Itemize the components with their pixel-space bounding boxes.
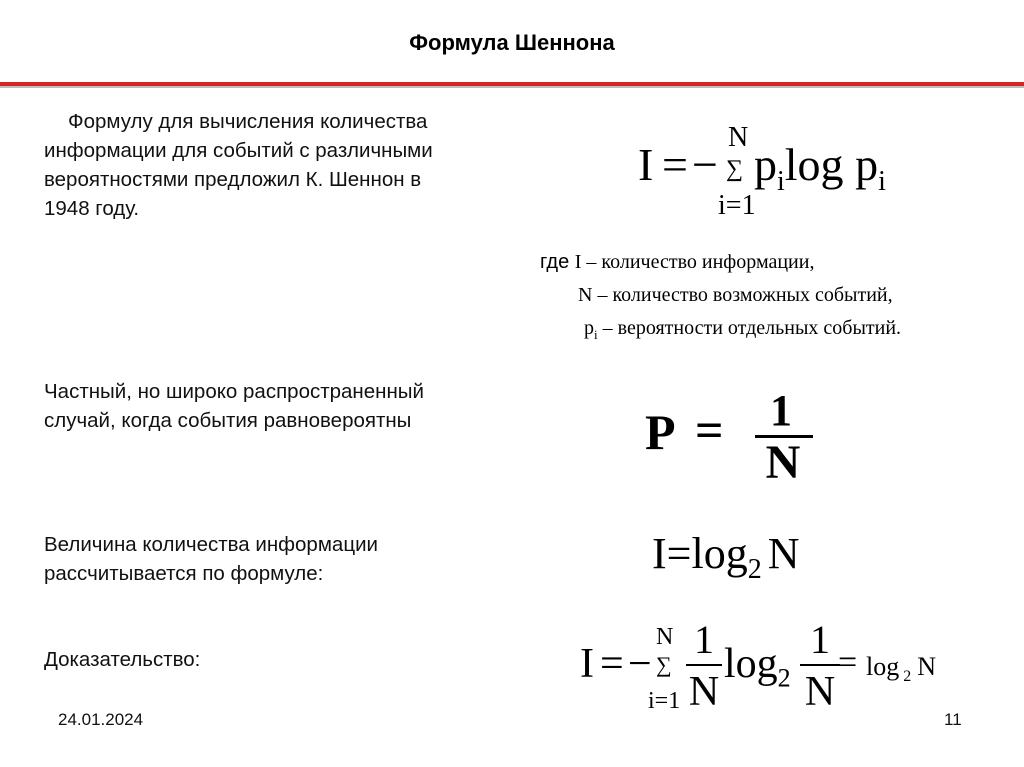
formula-lhs: I: [638, 139, 654, 190]
formula-legend: [540, 246, 1010, 351]
formula-minus: −: [692, 139, 718, 190]
hartley-equals: =: [666, 529, 692, 578]
proof-rhs-base: 2: [903, 668, 912, 686]
legend-line: N – количество возможных событий,: [578, 284, 893, 306]
sum-lower-limit: i=1: [718, 190, 756, 221]
proof-log-word: log: [724, 641, 778, 687]
intro-line: 1948 году.: [44, 197, 140, 220]
legend-info: I – количество информации,: [574, 251, 815, 273]
fraction-denominator: N: [765, 436, 801, 489]
slide-page-number: 11: [944, 710, 962, 729]
proof-rhs-arg: N: [917, 652, 937, 681]
proof-rhs: [866, 652, 936, 686]
proof-rhs-log: log: [866, 652, 900, 681]
proof-lhs: I: [580, 641, 594, 687]
term-sub: i: [777, 166, 785, 198]
proof-sum-icon: ∑: [656, 652, 672, 677]
proof-equals-2: =: [838, 644, 858, 681]
hartley-line: рассчитывается по формуле:: [44, 562, 324, 585]
formula-equals: =: [662, 139, 688, 190]
equiprobable-text: [44, 377, 424, 435]
p-symbol: P: [645, 404, 676, 460]
hartley-log: log: [691, 529, 748, 578]
legend-sub: i: [594, 327, 598, 342]
frac1-numerator: 1: [694, 617, 714, 662]
intro-line: Формулу для вычисления количества: [68, 110, 428, 133]
legend-line: [540, 312, 1010, 351]
proof-log: [724, 640, 791, 693]
slide-title: Формула Шеннона: [409, 30, 615, 55]
legend-p: p: [584, 317, 594, 339]
hartley-base: 2: [747, 553, 762, 585]
term-p2: p: [855, 139, 879, 190]
frac2-numerator: 1: [810, 617, 830, 662]
proof-minus: −: [628, 641, 652, 687]
frac1-denominator: N: [688, 669, 720, 715]
sum-upper-limit: N: [728, 122, 749, 153]
slide-date: 24.01.2024: [58, 710, 144, 729]
title-divider-shadow: [0, 86, 1024, 88]
equiprobable-line: случай, когда события равновероятны: [44, 409, 412, 432]
legend-line: [540, 246, 1010, 279]
frac1-bar: [686, 664, 722, 666]
equiprobable-line: Частный, но широко распространенный: [44, 380, 424, 403]
proof-sum-lower: i=1: [648, 688, 681, 714]
term-p: p: [754, 139, 777, 190]
hartley-line: Величина количества информации: [44, 533, 378, 556]
frac2-bar: [800, 664, 840, 666]
formula-term: [754, 138, 886, 198]
intro-line: вероятностями предложил К. Шеннон в: [44, 168, 422, 191]
proof-label: Доказательство:: [44, 648, 201, 671]
intro-line: информации для событий с различными: [44, 139, 433, 162]
hartley-text: [44, 530, 378, 588]
sum-icon: ∑: [726, 156, 744, 182]
frac2-denominator: N: [804, 669, 836, 715]
proof-sum-upper: N: [656, 624, 674, 650]
equiprobable-formula: [645, 385, 825, 489]
p-equals: =: [695, 402, 724, 458]
hartley-arg: N: [767, 529, 800, 578]
shannon-formula: [632, 118, 932, 228]
intro-paragraph: [44, 107, 433, 223]
proof-equals: =: [600, 641, 624, 687]
proof-log-base: 2: [777, 663, 791, 693]
proof-formula: [578, 618, 958, 728]
hartley-lhs: I: [652, 529, 667, 578]
term-log: log: [784, 139, 844, 190]
legend-prob: – вероятности отдельных событий.: [597, 317, 902, 339]
hartley-formula: [652, 528, 800, 586]
term-sub2: i: [878, 166, 886, 198]
legend-prefix: где: [540, 251, 575, 273]
fraction-numerator: 1: [770, 386, 792, 435]
